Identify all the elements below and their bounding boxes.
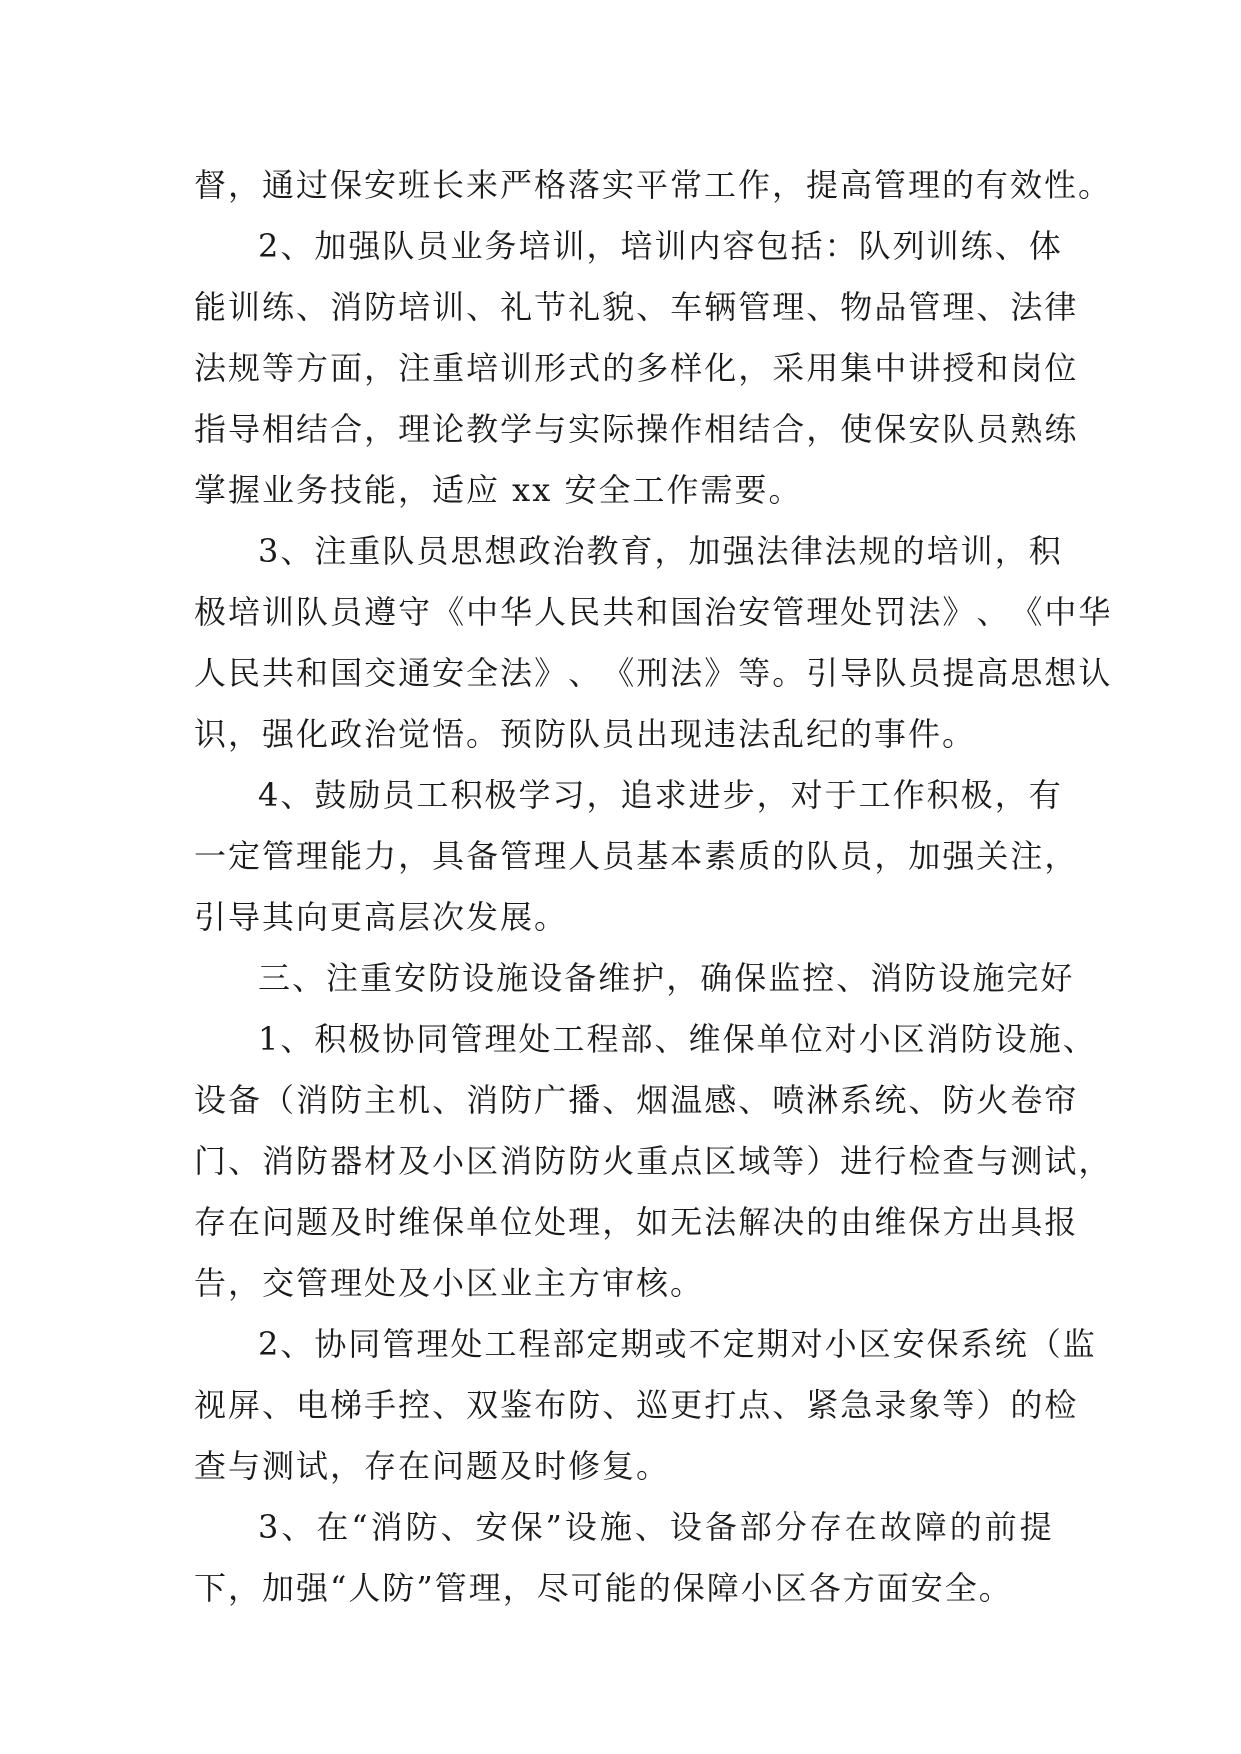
document-body bbox=[194, 155, 1113, 1619]
text-line-content: 能 训 练 、 消 防 培 训 、 礼 节 礼 貌 、 车 辆 管 理 、 物 品 管 理 、 法 律 bbox=[194, 288, 1079, 326]
text-line-content: 识，强化政治觉悟。预防队员出现违法乱纪的事件。 bbox=[194, 715, 977, 753]
text-line bbox=[194, 1558, 1054, 1619]
text-line bbox=[194, 887, 1054, 948]
text-line bbox=[194, 338, 1079, 399]
text-line bbox=[194, 1070, 1079, 1131]
text-line bbox=[194, 765, 1063, 826]
text-line bbox=[194, 216, 1063, 277]
text-line bbox=[194, 1436, 1054, 1497]
text-line-content: 视 屏 、 电 梯 手 控 、 双 鉴 布 防 、 巡 更 打 点 、 紧 急 录 象 等 ） 的 检 bbox=[194, 1386, 1079, 1424]
text-line bbox=[194, 1192, 1079, 1253]
text-line bbox=[194, 1131, 1113, 1192]
text-line-content: 一 定 管 理 能 力 ， 具 备 管 理 人 员 基 本 素 质 的 队 员 ， 加 强 关 注 ， bbox=[194, 837, 1079, 875]
text-line-content: 3 、 注 重 队 员 思 想 政 治 教 育 ， 加 强 法 律 法 规 的 培 训 ， 积 bbox=[258, 532, 1063, 570]
text-line bbox=[194, 704, 1054, 765]
text-line bbox=[194, 1253, 1054, 1314]
text-line-content: 告，交管理处及小区业主方审核。 bbox=[194, 1264, 705, 1302]
text-line bbox=[194, 277, 1079, 338]
text-line bbox=[194, 948, 1075, 1009]
text-line bbox=[194, 1375, 1079, 1436]
text-line-content: 存 在 问 题 及 时 维 保 单 位 处 理 ， 如 无 法 解 决 的 由 维 保 方 出 具 报 bbox=[194, 1203, 1079, 1241]
text-line-content: 三 、 注 重 安 防 设 施 设 备 维 护 ， 确 保 监 控 、 消 防 设 施 完 好 bbox=[258, 959, 1075, 997]
text-line bbox=[194, 399, 1079, 460]
text-line bbox=[194, 582, 1113, 643]
text-line bbox=[194, 643, 1113, 704]
text-line-content: 法 规 等 方 面 ， 注 重 培 训 形 式 的 多 样 化 ， 采 用 集 中 讲 授 和 岗 位 bbox=[194, 349, 1079, 387]
text-line bbox=[194, 1314, 1097, 1375]
text-line-content: 设 备 （ 消 防 主 机 、 消 防 广 播 、 烟 温 感 、 喷 淋 系 统 、 防 火 卷 帘 bbox=[194, 1081, 1079, 1119]
text-line bbox=[194, 826, 1079, 887]
text-line bbox=[194, 1497, 1054, 1558]
text-line-content: 查与测试，存在问题及时修复。 bbox=[194, 1447, 671, 1485]
text-line-content: 人 民 共 和 国 交 通 安 全 法 》 、 《 刑 法 》 等 。 引 导 队 员 提 高 思 想 认 bbox=[194, 654, 1113, 692]
text-line bbox=[194, 460, 1054, 521]
text-line-content: 2 、 加 强 队 员 业 务 培 训 ， 培 训 内 容 包 括 ： 队 列 训 练 、 体 bbox=[258, 227, 1063, 265]
text-line-content: 1 、 积 极 协 同 管 理 处 工 程 部 、 维 保 单 位 对 小 区 消 防 设 施 、 bbox=[258, 1020, 1097, 1058]
text-line-content: 掌握业务技能，适应 xx 安全工作需要。 bbox=[194, 471, 803, 509]
text-line bbox=[194, 155, 1113, 216]
text-line-content: 下，加强“人防”管理，尽可能的保障小区各方面安全。 bbox=[194, 1569, 1013, 1607]
text-line-content: 引导其向更高层次发展。 bbox=[194, 898, 569, 936]
text-line-content: 4 、 鼓 励 员 工 积 极 学 习 ， 追 求 进 步 ， 对 于 工 作 积 极 ， 有 bbox=[258, 776, 1063, 814]
text-line-content: 督，通过保安班长来严格落实平常工作，提高管理的有效性。 bbox=[194, 166, 1113, 204]
text-line-content: 指 导 相 结 合 ， 理 论 教 学 与 实 际 操 作 相 结 合 ， 使 保 安 队 员 熟 练 bbox=[194, 410, 1079, 448]
text-line bbox=[194, 1009, 1097, 1070]
text-line-content: 2 、 协 同 管 理 处 工 程 部 定 期 或 不 定 期 对 小 区 安 保 系 统 （ 监 bbox=[258, 1325, 1097, 1363]
text-line-content: 门 、 消 防 器 材 及 小 区 消 防 防 火 重 点 区 域 等 ） 进 行 检 查 与 测 试 ， bbox=[194, 1142, 1113, 1180]
text-line bbox=[194, 521, 1063, 582]
text-line-content: 3 、 在 “ 消 防 、 安 保 ” 设 施 、 设 备 部 分 存 在 故 障 的 前 提 bbox=[258, 1508, 1054, 1546]
text-line-content: 极 培 训 队 员 遵 守 《 中 华 人 民 共 和 国 治 安 管 理 处 罚 法 》 、 《 中 华 bbox=[194, 593, 1113, 631]
